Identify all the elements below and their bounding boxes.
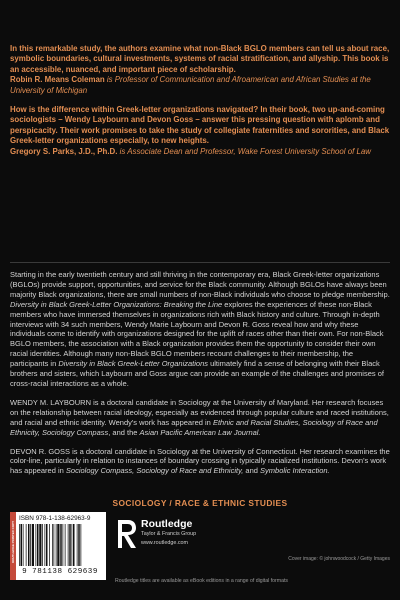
barcode-bars [19, 524, 103, 570]
bio-text: is a doctoral candidate in Sociology at the University of Connecticut. Her research examines the color-line, particularly in relation to instances of boundary crossing in typically racialized institutions. Devon's work has appeared in [10, 446, 390, 476]
barcode-stripe [19, 524, 20, 566]
barcode-stripe [39, 524, 41, 566]
barcode-stripe [78, 524, 80, 566]
author-bio-2 [10, 447, 390, 477]
endorsements [10, 44, 390, 157]
barcode-stripe [49, 524, 50, 566]
barcode-stripe [77, 524, 78, 566]
barcode-stripe [28, 524, 30, 566]
barcode-stripe [72, 524, 73, 566]
barcode-stripe [37, 524, 39, 566]
bio-journals: Asian Pacific American Law Journal. [139, 427, 261, 437]
description-paragraph [10, 270, 390, 389]
bio-journals: Ethnic and Racial Studies, Sociology of Race and Ethnicity, Sociology Compass [10, 417, 378, 437]
author-bio-1 [10, 398, 390, 438]
bio-text: and [243, 466, 261, 476]
publisher-url[interactable]: www.routledge.com [141, 540, 189, 546]
description-text: Starting in the early twentieth century and still thriving in the contemporary era, Black Greek-letter organizations (BGLOs) provide support, opportunities, and service for the Black community. Although BGLOs have always been majority Black organizations, there are small numbers of non-Black individuals who choose to pledge membership. [10, 270, 390, 299]
bio-text: is a doctoral candidate in Sociology at the University of Maryland. Her research focuses on the relationship between racial ideology, especially as evidenced through popular culture and raced institutions, and racial and ethnic identity. Wendy's work has appeared in [10, 397, 389, 427]
endorsement-2 [10, 105, 390, 157]
bio-journals: Sociology Compass, Sociology of Race and Ethnicity, [65, 466, 244, 476]
author-name: DEVON R. GOSS [10, 446, 71, 456]
barcode-stripe [73, 524, 75, 566]
isbn-label: ISBN 978-1-138-62963-9 [19, 515, 91, 522]
book-title: Diversity in Black Greek-Letter Organizations [58, 359, 208, 369]
routledge-r-logo-icon [115, 518, 139, 550]
barcode-stripe [63, 524, 64, 566]
barcode-stripe [68, 524, 69, 566]
barcode-stripe [46, 524, 48, 566]
endorsement-quote: How is the difference within Greek-letter organizations navigated? In their book, two up-and-coming sociologists – Wendy Laybourn and Devon Goss – answer this pressing question with aplomb and perspicacity. Their work promises to take the study of collegiate fraternities and sororities, and Black Greek-letter organizations especially, to new heights. [10, 105, 390, 146]
subject-category: SOCIOLOGY / RACE & ETHNIC STUDIES [112, 498, 288, 508]
endorsement-affiliation: is Associate Dean and Professor, Wake Forest University School of Law [119, 146, 371, 156]
endorsement-attribution [10, 75, 390, 96]
barcode-stripe [45, 524, 46, 566]
barcode-stripe [36, 524, 37, 566]
endorsement-quote: In this remarkable study, the authors examine what non-Black BGLO members can tell us about race, symbolic boundaries, cultural investments, systems of racial stratification, and allyship. This book is an accessible, nuanced, and important piece of scholarship. [10, 44, 390, 74]
barcode-stripe [30, 524, 31, 566]
barcode-stripe [26, 524, 27, 566]
divider [10, 262, 390, 263]
barcode-stripe [32, 524, 34, 566]
ean-number: 9 781138 629639 [22, 568, 98, 576]
author-name: WENDY M. LAYBOURN [10, 397, 91, 407]
barcode-stripe [52, 524, 53, 566]
description-text: ultimately find a sense of belonging with their Black brothers and sisters, which Laybourn and Goss argue can provide an example of the challenges and promises of cross-racial interactions as a whole. [10, 359, 384, 388]
publisher-group: Taylor & Francis Group [141, 531, 197, 537]
barcode-stripe [42, 524, 43, 566]
image-credit: Cover image: © johnwoodcock / Getty Images [288, 556, 390, 562]
barcode-stripe [21, 524, 23, 566]
barcode-stripe [54, 524, 55, 566]
barcode-stripe [23, 524, 24, 566]
barcode-stripe [56, 524, 57, 566]
book-title: Diversity in Black Greek-Letter Organizations: Breaking the Line [10, 299, 223, 309]
ebook-note: Routledge titles are available as eBook editions in a range of digital formats [115, 578, 289, 584]
barcode-stripe [65, 524, 66, 566]
publisher-block [115, 518, 205, 552]
barcode-stripe [81, 524, 82, 566]
bio-journals: Symbolic Interaction. [260, 466, 330, 476]
endorsement-1 [10, 44, 390, 96]
bio-text: , and the [108, 427, 140, 437]
barcode [10, 512, 106, 580]
endorsement-affiliation: is Professor of Communication and Afroamerican and African Studies at the University of Michigan [10, 75, 371, 95]
barcode-stripe [69, 524, 71, 566]
endorsement-author: Robin R. Means Coleman [10, 75, 105, 85]
description-text: explores the experiences of these non-Black members who have immersed themselves in organizations rich with Black history and culture. Through in-depth interviews with 34 such members, Wendy Marie Laybourn and Devon R. Goss reveal how and why these individuals come to identify with organizations designed for the uplift of races other than their own. For non-Black BGLO members, the association with a Black organization provides them the opportunity to consider their own racial identities. Although many non-Black BGLO members recount challenges to their membership, the participants in [10, 299, 384, 369]
endorsement-attribution [10, 147, 390, 157]
barcode-stripe [57, 524, 59, 566]
barcode-side-text: ROUTLEDGE PRINTED COPY [11, 520, 15, 563]
endorsement-author: Gregory S. Parks, J.D., Ph.D. [10, 146, 118, 156]
book-description [10, 270, 390, 476]
publisher-name: Routledge [141, 518, 193, 530]
barcode-stripe [60, 524, 62, 566]
